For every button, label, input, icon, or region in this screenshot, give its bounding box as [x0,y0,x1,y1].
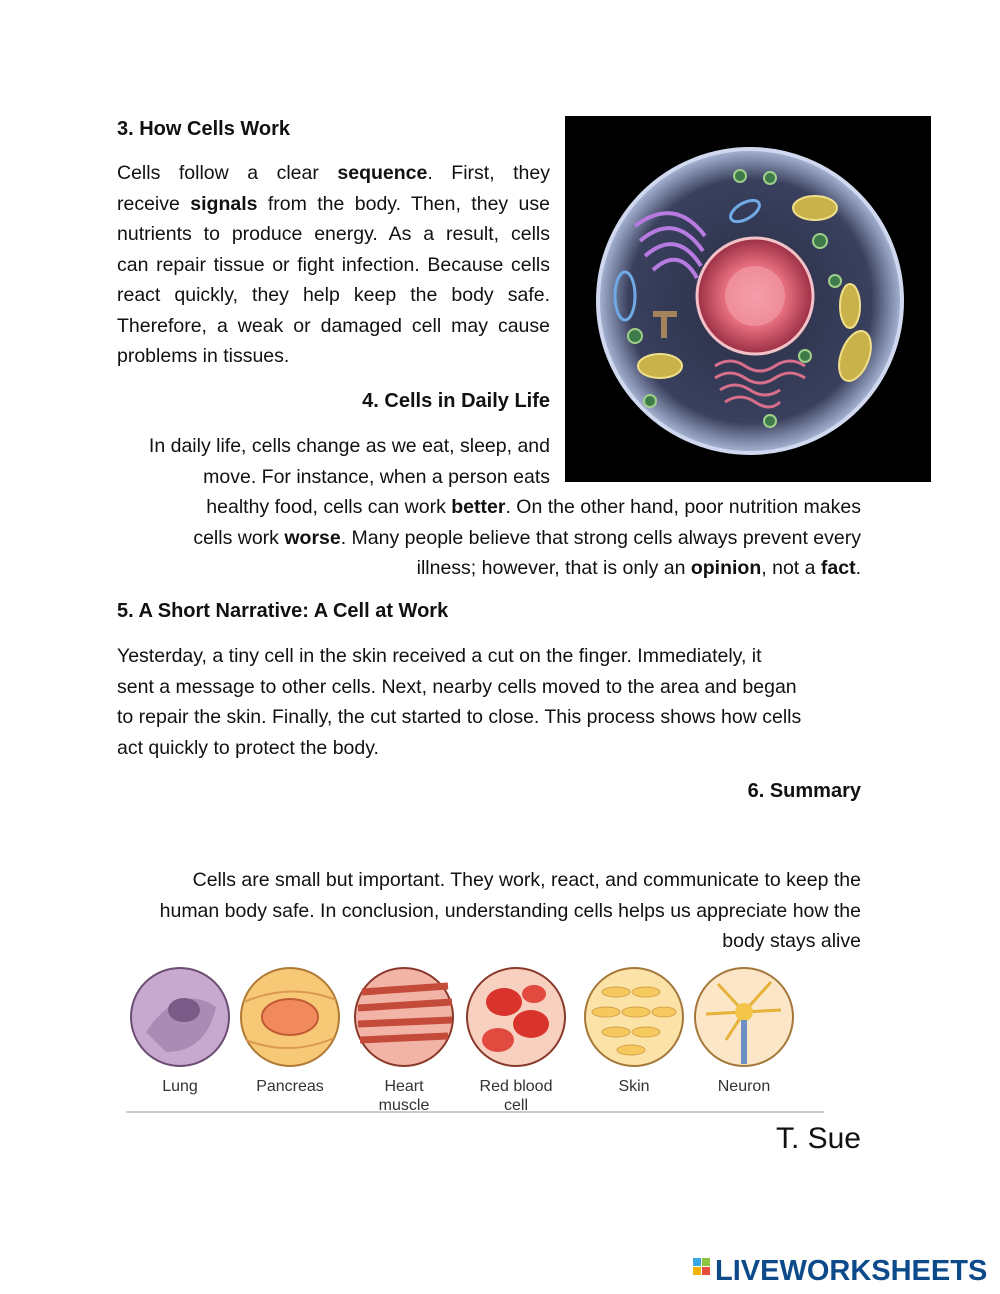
section-5-paragraph: Yesterday, a tiny cell in the skin received a cut on the finger. Immediately, it sent a message to other cells. Next, nearby cells moved to the area and began to repair the skin. Finally, the cut started to close. This process shows how cells act quickly to protect the body. [117,645,802,759]
cell-types-figure [126,962,824,1114]
section-6-paragraph: Cells are small but important. They work, react, and communicate to keep the human body safe. In conclusion, understanding cells helps us appreciate how the body stays alive [159,869,861,952]
section-4-heading: 4. Cells in Daily Life [362,390,550,412]
section-5-heading: 5. A Short Narrative: A Cell at Work [117,600,449,622]
skin-cell-image [585,968,683,1066]
caption-heart-line2: muscle [378,1097,430,1114]
caption-red-blood-line1: Red blood [479,1078,553,1095]
caption-neuron: Neuron [717,1078,771,1095]
red-blood-cell-image [467,968,565,1066]
caption-skin: Skin [618,1078,650,1095]
caption-lung: Lung [162,1078,198,1095]
pancreas-cell-image [241,968,339,1066]
caption-red-blood-line2: cell [503,1097,529,1114]
neuron-cell-image [695,968,793,1066]
caption-heart-line1: Heart [384,1078,424,1095]
animal-cell-illustration [565,116,931,482]
author-signature: T. Sue [775,1122,861,1155]
brand-name: LIVEWORKSHEETS [715,1255,988,1286]
lung-cell-image [131,968,229,1066]
section-3-heading: 3. How Cells Work [117,118,291,140]
section-3-paragraph: Cells follow a clear sequence. First, they receive signals from the body. Then, they use nutrients to produce energy. As a result, cells can repair tissue or fight infection. Because cells react quickly, they help keep the body safe. Therefore, a weak or damaged cell may cause problems in tissues. [117,162,551,367]
section-6-heading: 6. Summary [747,780,861,802]
liveworksheets-logo [693,1252,993,1286]
caption-pancreas: Pancreas [256,1078,324,1095]
heart-muscle-cell-image [355,968,453,1066]
section-4-paragraph-top: In daily life, cells change as we eat, sleep, and move. For instance, when a person eats [148,435,550,488]
section-4-paragraph-bottom: healthy food, cells can work better. On the other hand, poor nutrition makes cells work worse. Many people believe that strong cells always prevent every illness; however, that is only an opinion, not a fact. [193,496,861,579]
